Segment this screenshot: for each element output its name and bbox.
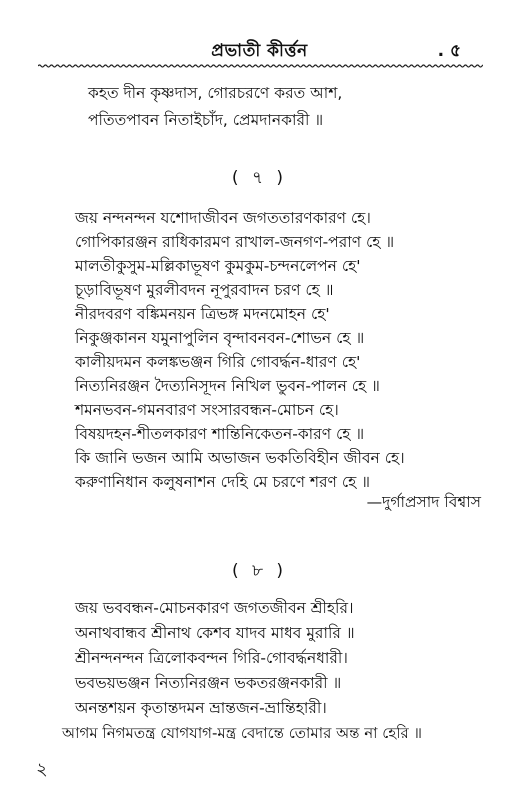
verse-line: শ্রীনন্দনন্দন ত্রিলোকবন্দন গিরি-গোবর্দ্ধনধারী। <box>75 649 348 667</box>
verse-line: ভবভয়ভঞ্জন নিত্যনিরঞ্জন ভকতরঞ্জনকারী ॥ <box>75 674 342 692</box>
intro-line: পতিতপাবন নিতাইচাঁদ, প্রেমদানকারী ॥ <box>88 111 324 129</box>
verse-line: চূড়াবিভূষণ মুরলীবদন নূপুরবাদন চরণ হে ॥ <box>75 281 334 299</box>
attribution: —দুর্গাপ্রসাদ বিশ্বাস <box>366 493 481 511</box>
verse-line: কালীয়দমন কলঙ্কভঞ্জন গিরি গোবর্দ্ধন-ধারণ হে' <box>75 353 361 371</box>
page-title: প্রভাতী কীর্ত্তন <box>211 41 308 61</box>
intro-line: কহত দীন কৃষ্ণদাস, গোরচরণে করত আশ, <box>88 84 343 102</box>
footer-page-mark: ২ <box>36 759 48 780</box>
page-number: . ৫ <box>437 41 461 61</box>
verse-line: করুণানিধান কলুষনাশন দেহি মে চরণে শরণ হে ॥ <box>75 473 370 491</box>
verse-line: বিষয়দহন-শীতলকারণ শান্তিনিকেতন-কারণ হে ॥ <box>75 425 365 443</box>
verse-line: গোপিকারঞ্জন রাধিকারমণ রাখাল-জনগণ-পরাণ হে ॥ <box>75 233 395 251</box>
verse-line: জয় ভববন্ধন-মোচনকারণ জগতজীবন শ্রীহরি। <box>75 599 354 617</box>
verse-line: নীরদবরণ বঙ্কিমনয়ন ত্রিভঙ্গ মদনমোহন হে' <box>75 305 330 323</box>
verse-line: শমনভবন-গমনবারণ সংসারবন্ধন-মোচন হে। <box>75 401 339 419</box>
verse-line: অনন্তশয়ন কৃতান্তদমন ভ্রান্তজন-ভ্রান্তিহারী। <box>75 699 327 717</box>
verse-line: মালতীকুসুম-মল্লিকাভূষণ কুমকুম-চন্দনলেপন হে' <box>75 257 361 275</box>
section-number: ( ৭ ) <box>231 168 288 188</box>
verse-line: নিত্যনিরঞ্জন দৈত্যনিসূদন নিখিল ভুবন-পালন হে ॥ <box>75 377 380 395</box>
wavy-divider <box>38 62 483 70</box>
verse-line: আগম নিগমতন্ত্র যোগযাগ-মন্ত্র বেদান্তে তোমার অন্ত না হেরি ॥ <box>62 724 423 742</box>
section-number: ( ৮ ) <box>231 561 288 581</box>
verse-line: কি জানি ভজন আমি অভাজন ভকতিবিহীন জীবন হে। <box>75 449 405 467</box>
verse-line: নিকুঞ্জকানন যমুনাপুলিন বৃন্দাবনবন-শোভন হে ॥ <box>75 329 365 347</box>
verse-line: অনাথবান্ধব শ্রীনাথ কেশব যাদব মাধব মুরারি ॥ <box>75 624 355 642</box>
verse-line: জয় নন্দনন্দন যশোদাজীবন জগততারণকারণ হে। <box>75 209 371 227</box>
